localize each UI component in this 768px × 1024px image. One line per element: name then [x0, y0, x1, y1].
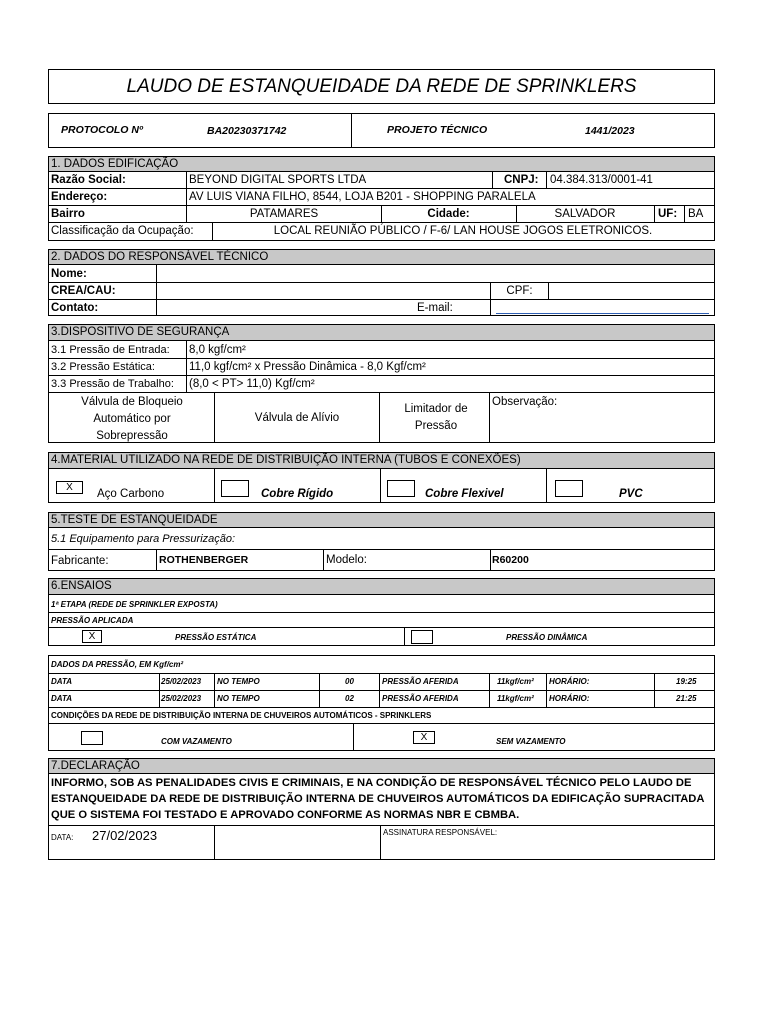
section-5-body [48, 527, 715, 571]
section-4-body [48, 468, 715, 503]
section-7-header: 7.DECLARAÇÃO [48, 758, 715, 774]
endereco-value: AV LUIS VIANA FILHO, 8544, LOJA B201 - SHOPPING PARALELA [189, 191, 536, 203]
row-1-data: 25/02/2023 [161, 677, 202, 686]
dinamica-checkbox[interactable] [411, 630, 433, 644]
cobre-flexivel-label: Cobre Flexivel [425, 488, 504, 500]
razao-label: Razão Social: [51, 174, 126, 186]
row-2-data: 25/02/2023 [161, 694, 202, 703]
email-label: E-mail: [417, 302, 453, 314]
modelo-value: R60200 [492, 554, 529, 566]
fabricante-value: ROTHENBERGER [159, 554, 249, 566]
row-1-data-label: DATA [51, 677, 73, 686]
cidade-label: Cidade: [427, 208, 470, 220]
aco-label: Aço Carbono [97, 488, 165, 500]
cobre-rigido-checkbox[interactable] [221, 480, 249, 497]
trabalho-label: 3.3 Pressão de Trabalho: [51, 378, 174, 390]
row-1-tempo-label: NO TEMPO [217, 677, 260, 686]
row-1-aferida: 11kgf/cm² [497, 677, 534, 686]
section-2-body [48, 264, 715, 316]
aco-checkbox[interactable]: X [56, 481, 83, 494]
entrada-value: 8,0 kgf/cm² [189, 344, 246, 356]
cnpj-label: CNPJ: [504, 174, 539, 186]
com-vazamento-checkbox[interactable] [81, 731, 103, 745]
endereco-label: Endereço: [51, 191, 108, 203]
row-2-aferida: 11kgf/cm² [497, 694, 534, 703]
section-3-header: 3.DISPOSITIVO DE SEGURANÇA [48, 324, 715, 341]
data-value: 27/02/2023 [92, 828, 158, 843]
bairro-value: PATAMARES [249, 208, 319, 220]
row-2-data-label: DATA [51, 694, 73, 703]
row-2-tempo-label: NO TEMPO [217, 694, 260, 703]
observacao-label: Observação: [492, 396, 558, 408]
row-2-horario: 21:25 [676, 694, 697, 703]
declaracao-text: INFORMO, SOB AS PENALIDADES CIVIS E CRIMINAIS, E NA CONDIÇÃO DE RESPONSÁVEL TÉCNICO PELO LAUDO DE ESTANQUEIDADE DA REDE DE DISTRIBUIÇÃO INTERNA DE CHUVEIROS AUTOMÁTICOS DA EDIFICAÇÃO SUPRACITADA QUE O SISTEMA FOI TESTADO E APROVADO CONFORME AS NORMAS NBR E CBMBA. [51, 777, 705, 821]
com-vazamento-label: COM VAZAMENTO [161, 737, 232, 746]
uf-value: BA [688, 208, 704, 220]
email-underline [496, 313, 709, 314]
crea-label: CREA/CAU: [51, 285, 116, 297]
data-label: DATA: [51, 833, 74, 842]
page-title: LAUDO DE ESTANQUEIDADE DA REDE DE SPRINKLERS [126, 76, 637, 97]
row-1-horario: 19:25 [676, 677, 697, 686]
section-3-body [48, 340, 715, 443]
condicoes-label: CONDIÇÕES DA REDE DE DISTRIBUIÇÃO INTERNA DE CHUVEIROS AUTOMÁTICOS - SPRINKLERS [51, 711, 432, 720]
row-1-aferida-label: PRESSÃO AFERIDA [382, 677, 459, 686]
section-7-body [48, 773, 715, 860]
section-6-dados-pressao [48, 655, 715, 751]
protocolo-box [48, 113, 715, 148]
section-6-header: 6.ENSAIOS [48, 578, 715, 595]
cobre-flexivel-checkbox[interactable] [387, 480, 415, 497]
dados-label: DADOS DA PRESSÃO, EM Kgf/cm² [51, 660, 184, 669]
protocolo-label: PROTOCOLO Nº [61, 124, 143, 136]
cobre-rigido-label: Cobre Rígido [261, 488, 334, 500]
cpf-label: CPF: [506, 285, 533, 297]
etapa-label: 1ª ETAPA (REDE DE SPRINKLER EXPOSTA) [51, 600, 218, 609]
fabricante-label: Fabricante: [51, 555, 109, 567]
section-1-header: 1. DADOS EDIFICAÇÃO [48, 156, 715, 172]
aplicada-label: PRESSÃO APLICADA [51, 616, 134, 625]
protocolo-value: BA20230371742 [207, 125, 287, 137]
row-1-tempo: 00 [345, 677, 354, 686]
section-5-header: 5.TESTE DE ESTANQUEIDADE [48, 512, 715, 528]
pvc-checkbox[interactable] [555, 480, 583, 497]
projeto-value: 1441/2023 [585, 125, 635, 137]
cidade-value: SALVADOR [554, 208, 616, 220]
projeto-label: PROJETO TÉCNICO [387, 124, 488, 136]
razao-value: BEYOND DIGITAL SPORTS LTDA [189, 174, 367, 186]
title-box [48, 69, 715, 104]
pvc-label: PVC [619, 488, 643, 500]
trabalho-value: (8,0 < PT> 11,0) Kgf/cm² [189, 378, 315, 390]
alivio-label: Válvula de Alívio [254, 412, 340, 424]
row-2-tempo: 02 [345, 694, 354, 703]
row-2-aferida-label: PRESSÃO AFERIDA [382, 694, 459, 703]
section-6-pressao-aplicada [48, 594, 715, 646]
estatica-label: 3.2 Pressão Estática: [51, 361, 155, 373]
classif-label: Classificação da Ocupação: [51, 225, 194, 237]
nome-label: Nome: [51, 268, 87, 280]
bloqueio-label: Válvula de Bloqueio Automático por Sobrepressão [81, 396, 183, 442]
limitador-label: Limitador de Pressão [404, 403, 468, 432]
contato-label: Contato: [51, 302, 99, 314]
bairro-label: Bairro [51, 208, 85, 220]
entrada-label: 3.1 Pressão de Entrada: [51, 344, 170, 356]
estatica-value: 11,0 kgf/cm² x Pressão Dinâmica - 8,0 Kgf/cm² [189, 361, 426, 373]
uf-label: UF: [658, 208, 678, 220]
equip-label: 5.1 Equipamento para Pressurização: [51, 533, 236, 545]
classif-value: LOCAL REUNIÃO PÚBLICO / F-6/ LAN HOUSE JOGOS ELETRONICOS. [273, 225, 653, 237]
section-4-header: 4.MATERIAL UTILIZADO NA REDE DE DISTRIBUIÇÃO INTERNA (TUBOS E CONEXÕES) [48, 452, 715, 469]
row-2-horario-label: HORÁRIO: [549, 694, 590, 703]
cnpj-value: 04.384.313/0001-41 [550, 174, 653, 186]
dinamica-option-label: PRESSÃO DINÂMICA [506, 633, 588, 642]
modelo-label: Modelo: [326, 554, 367, 566]
estatica-option-label: PRESSÃO ESTÁTICA [175, 633, 257, 642]
estatica-checkbox[interactable]: X [82, 630, 102, 643]
row-1-horario-label: HORÁRIO: [549, 677, 590, 686]
sem-vazamento-label: SEM VAZAMENTO [496, 737, 566, 746]
section-1-body [48, 171, 715, 241]
assinatura-label: ASSINATURA RESPONSÁVEL: [383, 828, 498, 837]
section-2-header: 2. DADOS DO RESPONSÁVEL TÉCNICO [48, 249, 715, 265]
sem-vazamento-checkbox[interactable]: X [413, 731, 435, 744]
